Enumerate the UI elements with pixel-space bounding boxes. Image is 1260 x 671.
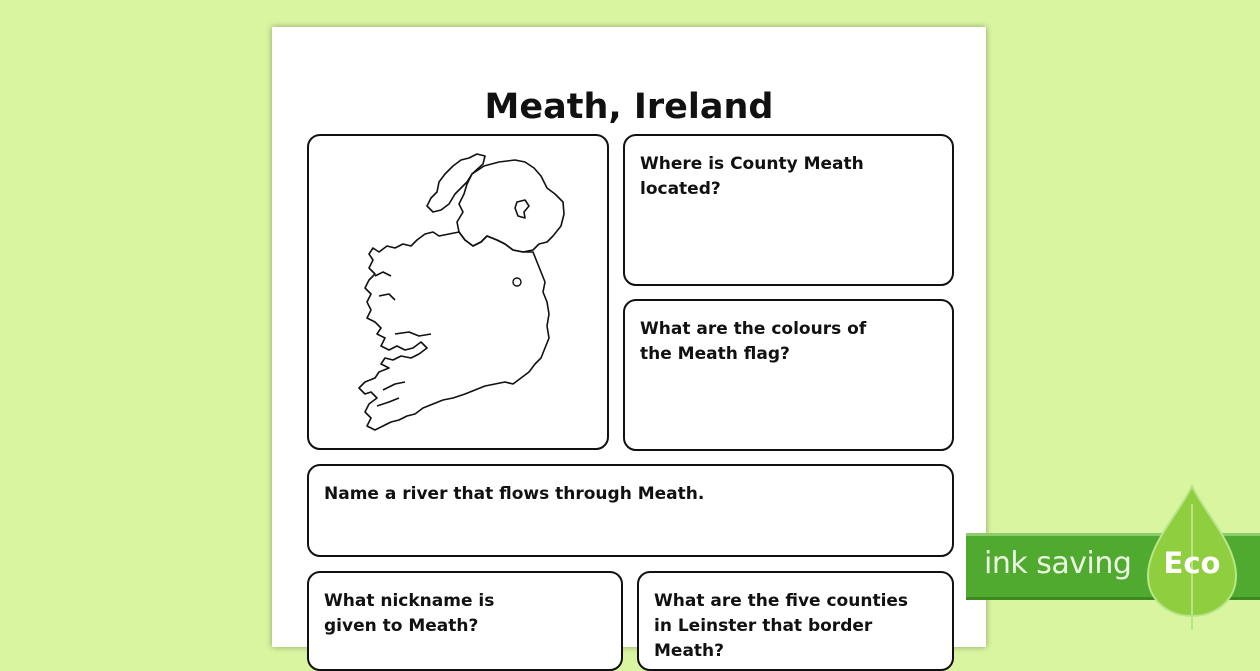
question-box-flag[interactable] (623, 299, 954, 451)
question-location: Where is County Meath located? (640, 154, 864, 199)
question-box-location[interactable] (623, 134, 954, 286)
question-box-nickname[interactable] (307, 571, 623, 671)
question-box-border[interactable] (637, 571, 954, 671)
map-box (307, 134, 609, 450)
worksheet-title: Meath, Ireland (484, 87, 774, 127)
worksheet-page (272, 27, 986, 661)
ink-saving-text: ink saving (984, 546, 1132, 581)
question-border: What are the five counties in Leinster that border Meath? (654, 591, 909, 661)
question-river: Name a river that flows through Meath. (324, 484, 705, 504)
question-flag: What are the colours of the Meath flag? (640, 319, 867, 364)
question-nickname: What nickname is given to Meath? (324, 591, 495, 636)
eco-badge (966, 484, 1260, 630)
question-box-river[interactable] (307, 464, 954, 557)
ireland-map-outline (309, 136, 607, 448)
eco-label: Eco (1163, 546, 1221, 580)
